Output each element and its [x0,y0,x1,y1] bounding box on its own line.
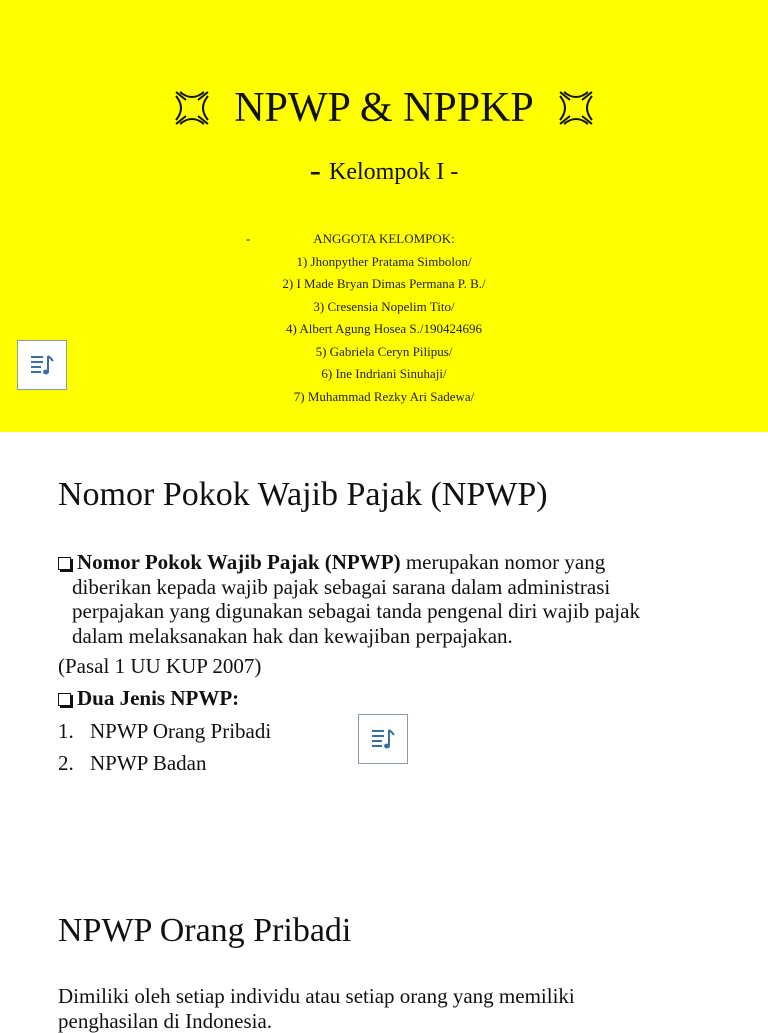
member-item: 2) I Made Bryan Dimas Permana P. B./ [0,273,768,296]
content-slide [0,432,768,1024]
audio-playlist-icon [29,352,55,378]
members-list [0,228,768,408]
list-label: NPWP Badan [90,751,206,775]
checkbox-bullet-icon [58,693,71,706]
audio-button[interactable] [17,340,67,390]
slide-title: NPWP & NPPKP [234,84,534,132]
list-item [58,719,271,744]
member-item: 1) Jhonpyther Pratama Simbolon/ [0,251,768,274]
definition-text: merupakan nomor yang [401,550,606,574]
ornament-left-icon [172,88,212,128]
ornament-right-icon [556,88,596,128]
paragraph-line: penghasilan di Indonesia. [58,1009,708,1033]
member-item: 5) Gabriela Ceryn Pilipus/ [0,341,768,364]
definition-line [58,550,708,575]
members-dash: - [246,228,250,251]
definition-line: perpajakan yang digunakan sebagai tanda pengenal diri wajib pajak [58,599,708,624]
title-slide [0,0,768,432]
title-row [0,84,768,132]
member-item: 4) Albert Agung Hosea S./190424696 [0,318,768,341]
audio-button[interactable] [358,714,408,764]
citation: (Pasal 1 UU KUP 2007) [58,654,708,679]
list-number: 1. [58,719,90,744]
types-heading: Dua Jenis NPWP: [77,686,239,710]
slide-subtitle [0,150,768,188]
paragraph-line: Dimiliki oleh setiap individu atau setiap orang yang memiliki [58,984,708,1009]
member-item: 3) Cresensia Nopelim Tito/ [0,296,768,319]
subtitle-text: Kelompok I - [329,159,458,185]
members-heading: ANGGOTA KELOMPOK: [313,231,455,246]
orang-pribadi-paragraph [58,984,708,1033]
types-heading-row [58,686,708,711]
list-number: 2. [58,751,90,776]
definition-term: Nomor Pokok Wajib Pajak (NPWP) [77,550,401,574]
audio-playlist-icon [370,726,396,752]
list-label: NPWP Orang Pribadi [90,719,271,743]
members-heading-row [0,228,768,251]
npwp-heading: Nomor Pokok Wajib Pajak (NPWP) [58,476,548,514]
list-item [58,751,206,776]
definition-line: diberikan kepada wajib pajak sebagai sarana dalam administrasi [58,575,708,600]
subtitle-dash: - [310,152,321,189]
definition-paragraph [58,550,708,648]
member-item: 7) Muhammad Rezky Ari Sadewa/ [0,386,768,409]
orang-pribadi-heading: NPWP Orang Pribadi [58,912,351,950]
member-item: 6) Ine Indriani Sinuhaji/ [0,363,768,386]
definition-line: dalam melaksanakan hak dan kewajiban perpajakan. [58,624,708,649]
checkbox-bullet-icon [58,557,71,570]
